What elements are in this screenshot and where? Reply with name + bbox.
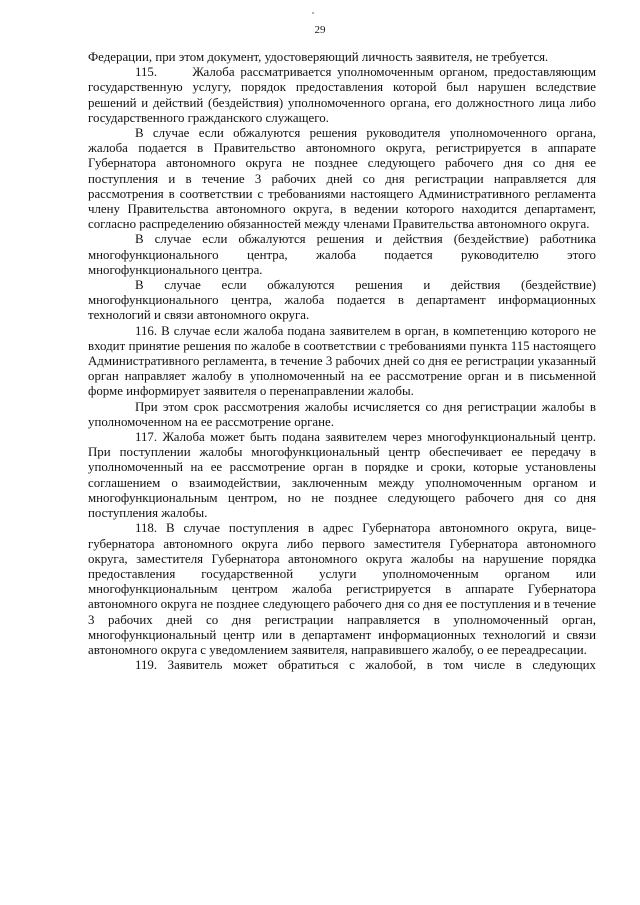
scan-speck — [312, 12, 314, 14]
paragraph-115-mfc: В случае если обжалуются решения и действия (бездействие) многофункционального центра, жалоба подается в департамент информационных технологий и связи автономного округа. — [88, 278, 596, 323]
paragraph-continuation: Федерации, при этом документ, удостоверяющий личность заявителя, не требуется. — [88, 50, 549, 64]
paragraph-118: 118. В случае поступления в адрес Губернатора автономного округа, вице-губернатора автономного округа либо первого заместителя Губернатора автономного округа, заместителя Губернатора автономного округа жалобы на нарушение порядка предоставления государственной услуги уполномоченным органом или многофункциональным центром жалоба регистрируется в аппарате Губернатора автономного округа не позднее следующего рабочего дня со дня ее поступления и в течение 3 рабочих дней со дня регистрации направляется в уполномоченный орган, многофункциональный центр или в департамент информационных технологий и связи автономного округа с уведомлением заявителя, направившего жалобу, о ее переадресации. — [88, 521, 596, 657]
paragraph-116-term: При этом срок рассмотрения жалобы исчисляется со дня регистрации жалобы в уполномоченном на ее рассмотрение органе. — [88, 399, 596, 429]
document-body — [88, 50, 596, 673]
paragraph-115-mfc-employee: В случае если обжалуются решения и действия (бездействие) работника многофункционального центра, жалоба подается руководителю этого многофункционального центра. — [88, 232, 596, 277]
paragraph-116: 116. В случае если жалоба подана заявителем в орган, в компетенцию которого не входит принятие решения по жалобе в соответствии с требованиями пункта 115 настоящего Административного регламента, в течение 3 рабочих дней со дня ее регистрации указанный орган направляет жалобу в уполномоченный на ее рассмотрение орган и в письменной форме информирует заявителя о перенаправлении жалобы. — [88, 323, 596, 399]
paragraph-115: 115. Жалоба рассматривается уполномоченным органом, предоставляющим государственную услугу, порядок предоставления которой был нарушен вследствие решений и действий (бездействия) уполномоченного органа, его должностного лица либо государственного гражданского служащего. — [88, 65, 596, 125]
paragraph-117: 117. Жалоба может быть подана заявителем через многофункциональный центр. При поступлении жалобы многофункциональный центр обеспечивает ее передачу в уполномоченный на ее рассмотрение орган в порядке и сроки, которые установлены соглашением о взаимодействии, заключенным между уполномоченным органом и многофункциональным центром, но не позднее следующего рабочего дня со дня поступления жалобы. — [88, 430, 596, 521]
paragraph-119: 119. Заявитель может обратиться с жалобой, в том числе в следующих — [135, 658, 596, 673]
paragraph-115-head-appeal: В случае если обжалуются решения руководителя уполномоченного органа, жалоба подается в Правительство автономного округа, регистрируется в аппарате Губернатора автономного округа не позднее следующего рабочего дня со дня ее поступления и в течение 3 рабочих дней со дня регистрации направляется для рассмотрения в соответствии с требованиями настоящего Административного регламента члену Правительства автономного округа, в ведении которого находится департамент, согласно распределению обязанностей между членами Правительства автономного округа. — [88, 126, 596, 232]
page-number: 29 — [314, 24, 326, 36]
